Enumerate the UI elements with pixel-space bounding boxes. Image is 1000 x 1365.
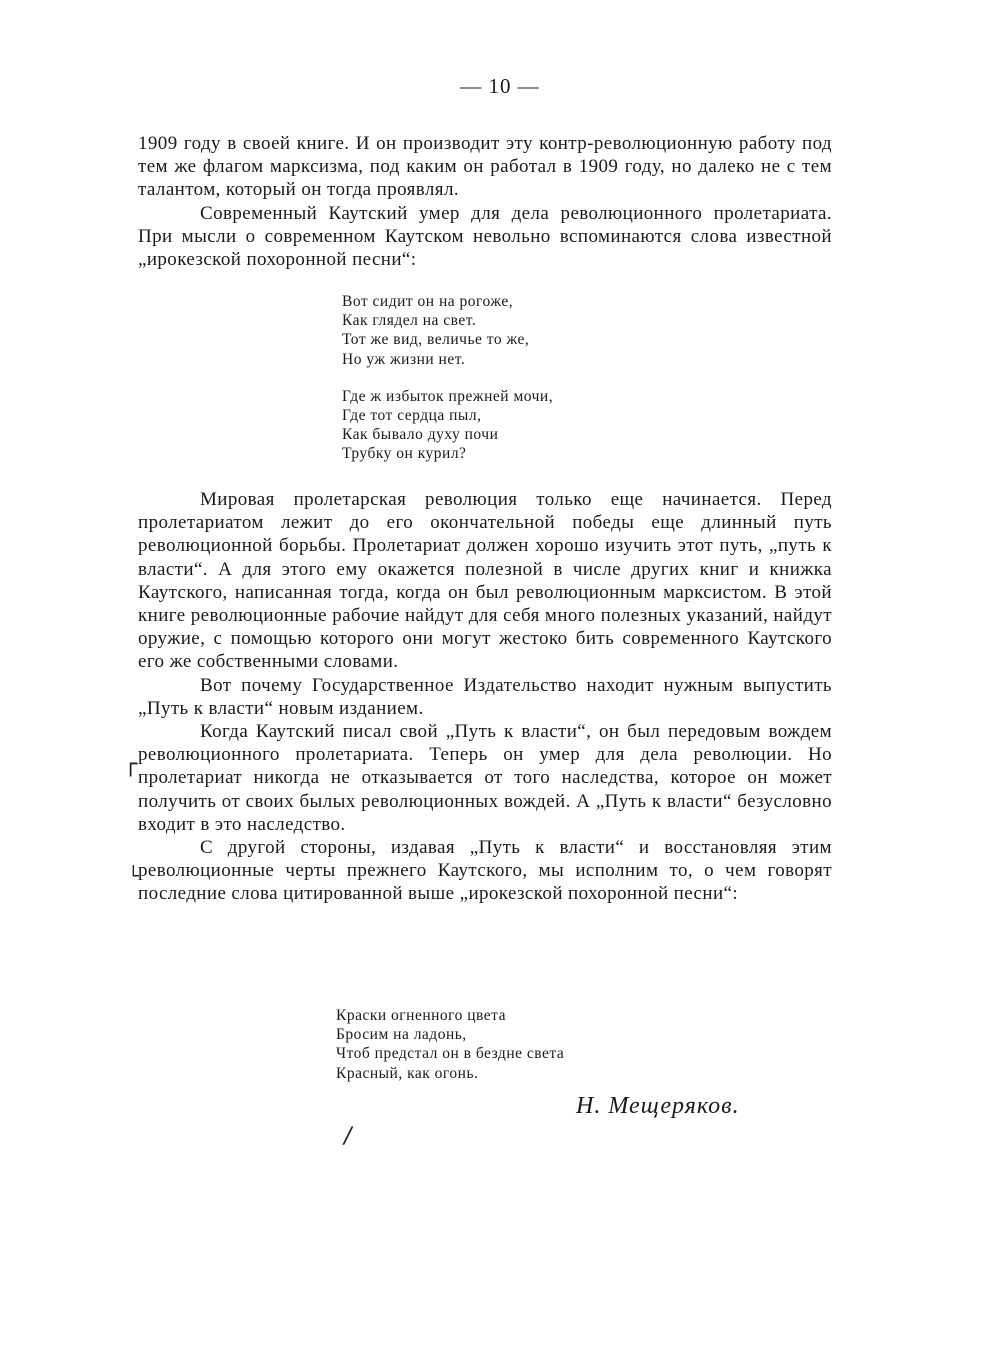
verse-line: Краски огненного цвета [336, 1007, 507, 1024]
verse-line: Тот же вид, величье то же, [342, 331, 530, 349]
verse-line: Как бывало духу почи [342, 426, 499, 444]
paragraph: Современный Каутский умер для дела революционного пролетариата. При мысли о современном Каутском невольно вспоминаются слова известной „ирокезской похоронной песни“: [138, 202, 832, 271]
verse-line: Но уж жизни нет. [342, 350, 466, 368]
verse-line: Где тот сердца пыл, [342, 407, 482, 425]
verse-line: Где ж избыток прежней мочи, [342, 387, 554, 405]
verse-line: Трубку он курил? [342, 445, 467, 463]
author-signature: Н. Мещеряков. [576, 1093, 740, 1119]
margin-bracket-mark: ┌ [124, 752, 138, 777]
text-block-bottom [138, 488, 832, 906]
verse-line: Чтоб предстал он в бездне света [336, 1045, 565, 1063]
verse-line: Вот сидит он на рогоже, [342, 293, 514, 310]
verse-line: Красный, как огонь. [336, 1064, 479, 1082]
paragraph: Вот почему Государственное Издательство находит нужным выпустить „Путь к власти“ новым изданием. [138, 674, 832, 719]
verse-stanza [336, 1006, 564, 1083]
verse-stanza [342, 292, 553, 369]
pencil-slash-mark: / [344, 1124, 352, 1149]
paragraph: С другой стороны, издавая „Путь к власти“ и восстановляя этим революционные черты прежнего Каутского, мы исполним то, о чем говорят последние слова цитированной выше „ирокезской похоронной песни“: [138, 837, 832, 905]
verse-stanza [342, 387, 553, 464]
paragraph: Когда Каутский писал свой „Путь к власти“, он был передовым вождем революционного пролетариата. Теперь он умер для дела революции. Но пролетариат никогда не отказывается от того наследства, которое он может получить от своих былых революционных вождей. А „Путь к власти“ безусловно входит в это наследство. [138, 721, 832, 835]
text-block-top [138, 132, 832, 271]
margin-bracket-mark: └ [128, 866, 139, 887]
paragraph: 1909 году в своей книге. И он производит эту контр-революционную работу под тем же флагом марксизма, под каким он работал в 1909 году, но далеко не с тем талантом, который он тогда проявлял. [138, 133, 832, 201]
verse-quote-first [342, 292, 553, 482]
paragraph: Мировая пролетарская революция только еще начинается. Перед пролетариатом лежит до его окончательной победы еще длинный путь революционной борьбы. Пролетариат должен хорошо изучить этот путь, „путь к власти“. А для этого ему окажется полезной в числе других книг и книжка Каутского, написанная тогда, когда он был революционным марксистом. В этой книге революционные рабочие найдут для себя много полезных указаний, найдут оружие, с помощью которого они могут жестоко бить современного Каутского его же собственными словами. [138, 489, 832, 673]
verse-quote-second [336, 1006, 564, 1101]
verse-line: Бросим на ладонь, [336, 1026, 467, 1044]
page-number: — 10 — [460, 74, 540, 98]
verse-line: Как глядел на свет. [342, 312, 477, 330]
